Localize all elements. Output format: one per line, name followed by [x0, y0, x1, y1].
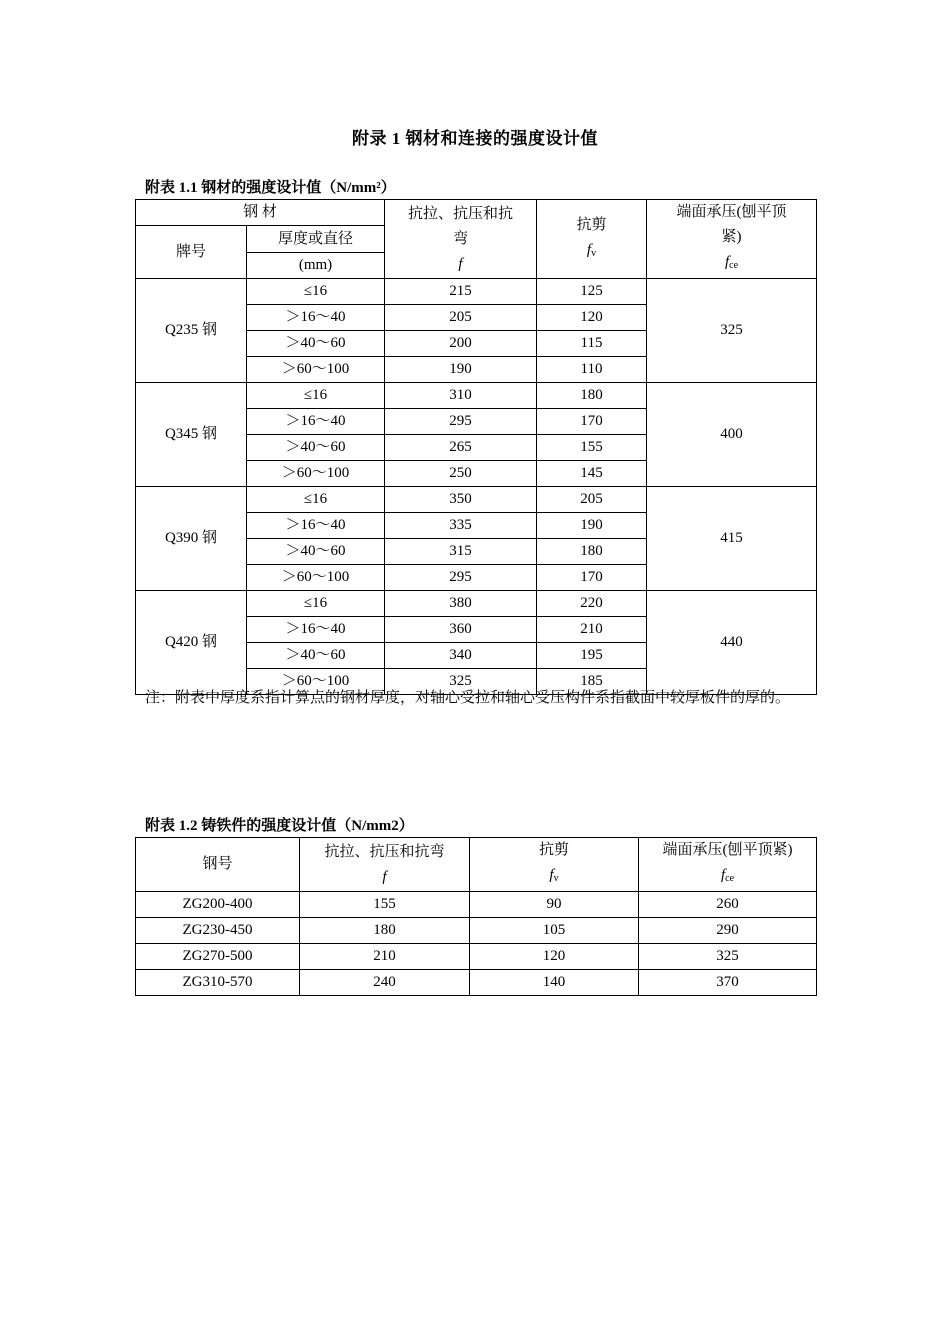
- shear-value-cell: 145: [537, 461, 647, 487]
- shear-value-cell: 170: [537, 565, 647, 591]
- t2-header-tension-label: 抗拉、抗压和抗弯: [324, 843, 445, 860]
- tension-value-cell: 310: [385, 383, 537, 409]
- grade-cell: ZG230-450: [136, 918, 300, 944]
- shear-value-cell: 90: [470, 892, 639, 918]
- table-row: [136, 892, 817, 918]
- tension-value-cell: 200: [385, 331, 537, 357]
- header-thickness-line1: 厚度或直径: [247, 226, 385, 253]
- thickness-cell: ＞40～60: [247, 331, 385, 357]
- shear-value-cell: 120: [537, 305, 647, 331]
- bearing-value-cell: 260: [639, 892, 817, 918]
- thickness-cell: ＞40～60: [247, 539, 385, 565]
- header-shear-sub: v: [591, 247, 597, 259]
- shear-value-cell: 115: [537, 331, 647, 357]
- shear-value-cell: 210: [537, 617, 647, 643]
- tension-value-cell: 350: [385, 487, 537, 513]
- header-tension-line2: 弯: [453, 230, 469, 247]
- tension-value-cell: 325: [385, 669, 537, 695]
- header-tension-symbol: f: [458, 255, 463, 272]
- table1-note: 注：附表中厚度系指计算点的钢材厚度，对轴心受拉和轴心受压构件系指截面中较厚板件的厚的。: [145, 690, 791, 706]
- table-row: [136, 487, 817, 513]
- header-thickness-line2: (mm): [247, 253, 385, 279]
- header-grade: 牌号: [136, 226, 247, 279]
- thickness-cell: ≤16: [247, 383, 385, 409]
- shear-value-cell: 220: [537, 591, 647, 617]
- grade-cell: Q420 钢: [136, 591, 247, 695]
- grade-cell: ZG310-570: [136, 970, 300, 996]
- header-material: 钢 材: [136, 200, 385, 226]
- shear-value-cell: 120: [470, 944, 639, 970]
- grade-cell: ZG200-400: [136, 892, 300, 918]
- t2-header-shear-label: 抗剪: [538, 842, 569, 858]
- thickness-cell: ＞60～100: [247, 461, 385, 487]
- tension-value-cell: 340: [385, 643, 537, 669]
- table-row: [136, 591, 817, 617]
- shear-value-cell: 105: [470, 918, 639, 944]
- shear-value-cell: 140: [470, 970, 639, 996]
- thickness-cell: ≤16: [247, 487, 385, 513]
- table2-caption: 附表 1.2 铸铁件的强度设计值（N/mm2）: [145, 818, 414, 834]
- bearing-value-cell: 290: [639, 918, 817, 944]
- bearing-value-cell: 400: [647, 383, 817, 487]
- header-shear-symbol: f: [586, 241, 592, 258]
- table-row: [136, 279, 817, 305]
- tension-value-cell: 335: [385, 513, 537, 539]
- thickness-cell: ＞60～100: [247, 357, 385, 383]
- t2-header-bearing-sub: ce: [725, 873, 735, 884]
- tension-value-cell: 250: [385, 461, 537, 487]
- t2-header-shear-symbol: f: [549, 867, 554, 883]
- tension-value-cell: 180: [300, 918, 470, 944]
- tension-value-cell: 265: [385, 435, 537, 461]
- table-row: [136, 383, 817, 409]
- tension-value-cell: 295: [385, 409, 537, 435]
- tension-value-cell: 295: [385, 565, 537, 591]
- t2-header-shear-sub: v: [553, 873, 559, 884]
- steel-strength-table: [135, 199, 817, 695]
- t2-header-bearing-symbol: f: [720, 867, 726, 883]
- table-row: [136, 970, 817, 996]
- t2-header-bearing-label: 端面承压(刨平顶紧): [662, 842, 793, 858]
- shear-value-cell: 170: [537, 409, 647, 435]
- thickness-cell: ＞16～40: [247, 305, 385, 331]
- table-row: [136, 944, 817, 970]
- header-bearing-line2: 紧): [721, 229, 742, 245]
- tension-value-cell: 315: [385, 539, 537, 565]
- bearing-value-cell: 325: [639, 944, 817, 970]
- shear-value-cell: 205: [537, 487, 647, 513]
- grade-cell: ZG270-500: [136, 944, 300, 970]
- bearing-value-cell: 325: [647, 279, 817, 383]
- tension-value-cell: 210: [300, 944, 470, 970]
- t2-header-shear: [470, 838, 639, 892]
- header-bearing: [647, 200, 817, 279]
- thickness-cell: ＞60～100: [247, 565, 385, 591]
- header-tension-line1: 抗拉、抗压和抗: [408, 205, 514, 222]
- header-shear-label: 抗剪: [576, 216, 607, 233]
- t2-header-tension: [300, 838, 470, 892]
- bearing-value-cell: 415: [647, 487, 817, 591]
- bearing-value-cell: 440: [647, 591, 817, 695]
- t2-header-tension-symbol: f: [382, 868, 387, 885]
- table1-caption: 附表 1.1 钢材的强度设计值（N/mm²）: [145, 180, 396, 196]
- tension-value-cell: 215: [385, 279, 537, 305]
- tension-value-cell: 155: [300, 892, 470, 918]
- grade-cell: Q390 钢: [136, 487, 247, 591]
- shear-value-cell: 155: [537, 435, 647, 461]
- thickness-cell: ＞16～40: [247, 617, 385, 643]
- thickness-cell: ＞40～60: [247, 643, 385, 669]
- shear-value-cell: 185: [537, 669, 647, 695]
- shear-value-cell: 180: [537, 539, 647, 565]
- tension-value-cell: 190: [385, 357, 537, 383]
- grade-cell: Q345 钢: [136, 383, 247, 487]
- bearing-value-cell: 370: [639, 970, 817, 996]
- shear-value-cell: 195: [537, 643, 647, 669]
- shear-value-cell: 125: [537, 279, 647, 305]
- thickness-cell: ≤16: [247, 279, 385, 305]
- header-tension: [385, 200, 537, 279]
- shear-value-cell: 110: [537, 357, 647, 383]
- thickness-cell: ＞16～40: [247, 513, 385, 539]
- thickness-cell: ＞16～40: [247, 409, 385, 435]
- shear-value-cell: 190: [537, 513, 647, 539]
- t2-header-bearing: [639, 838, 817, 892]
- thickness-cell: ＞40～60: [247, 435, 385, 461]
- cast-steel-strength-table: [135, 837, 817, 996]
- table-row: [136, 918, 817, 944]
- header-bearing-sub: ce: [729, 260, 739, 271]
- header-bearing-line1: 端面承压(刨平顶: [676, 204, 787, 220]
- tension-value-cell: 380: [385, 591, 537, 617]
- thickness-cell: ＞60～100: [247, 669, 385, 695]
- page-title: 附录 1 钢材和连接的强度设计值: [352, 129, 598, 148]
- tension-value-cell: 360: [385, 617, 537, 643]
- thickness-cell: ≤16: [247, 591, 385, 617]
- header-bearing-symbol: f: [724, 254, 730, 270]
- tension-value-cell: 240: [300, 970, 470, 996]
- t2-header-grade: 钢号: [136, 838, 300, 892]
- header-shear: [537, 200, 647, 279]
- tension-value-cell: 205: [385, 305, 537, 331]
- grade-cell: Q235 钢: [136, 279, 247, 383]
- shear-value-cell: 180: [537, 383, 647, 409]
